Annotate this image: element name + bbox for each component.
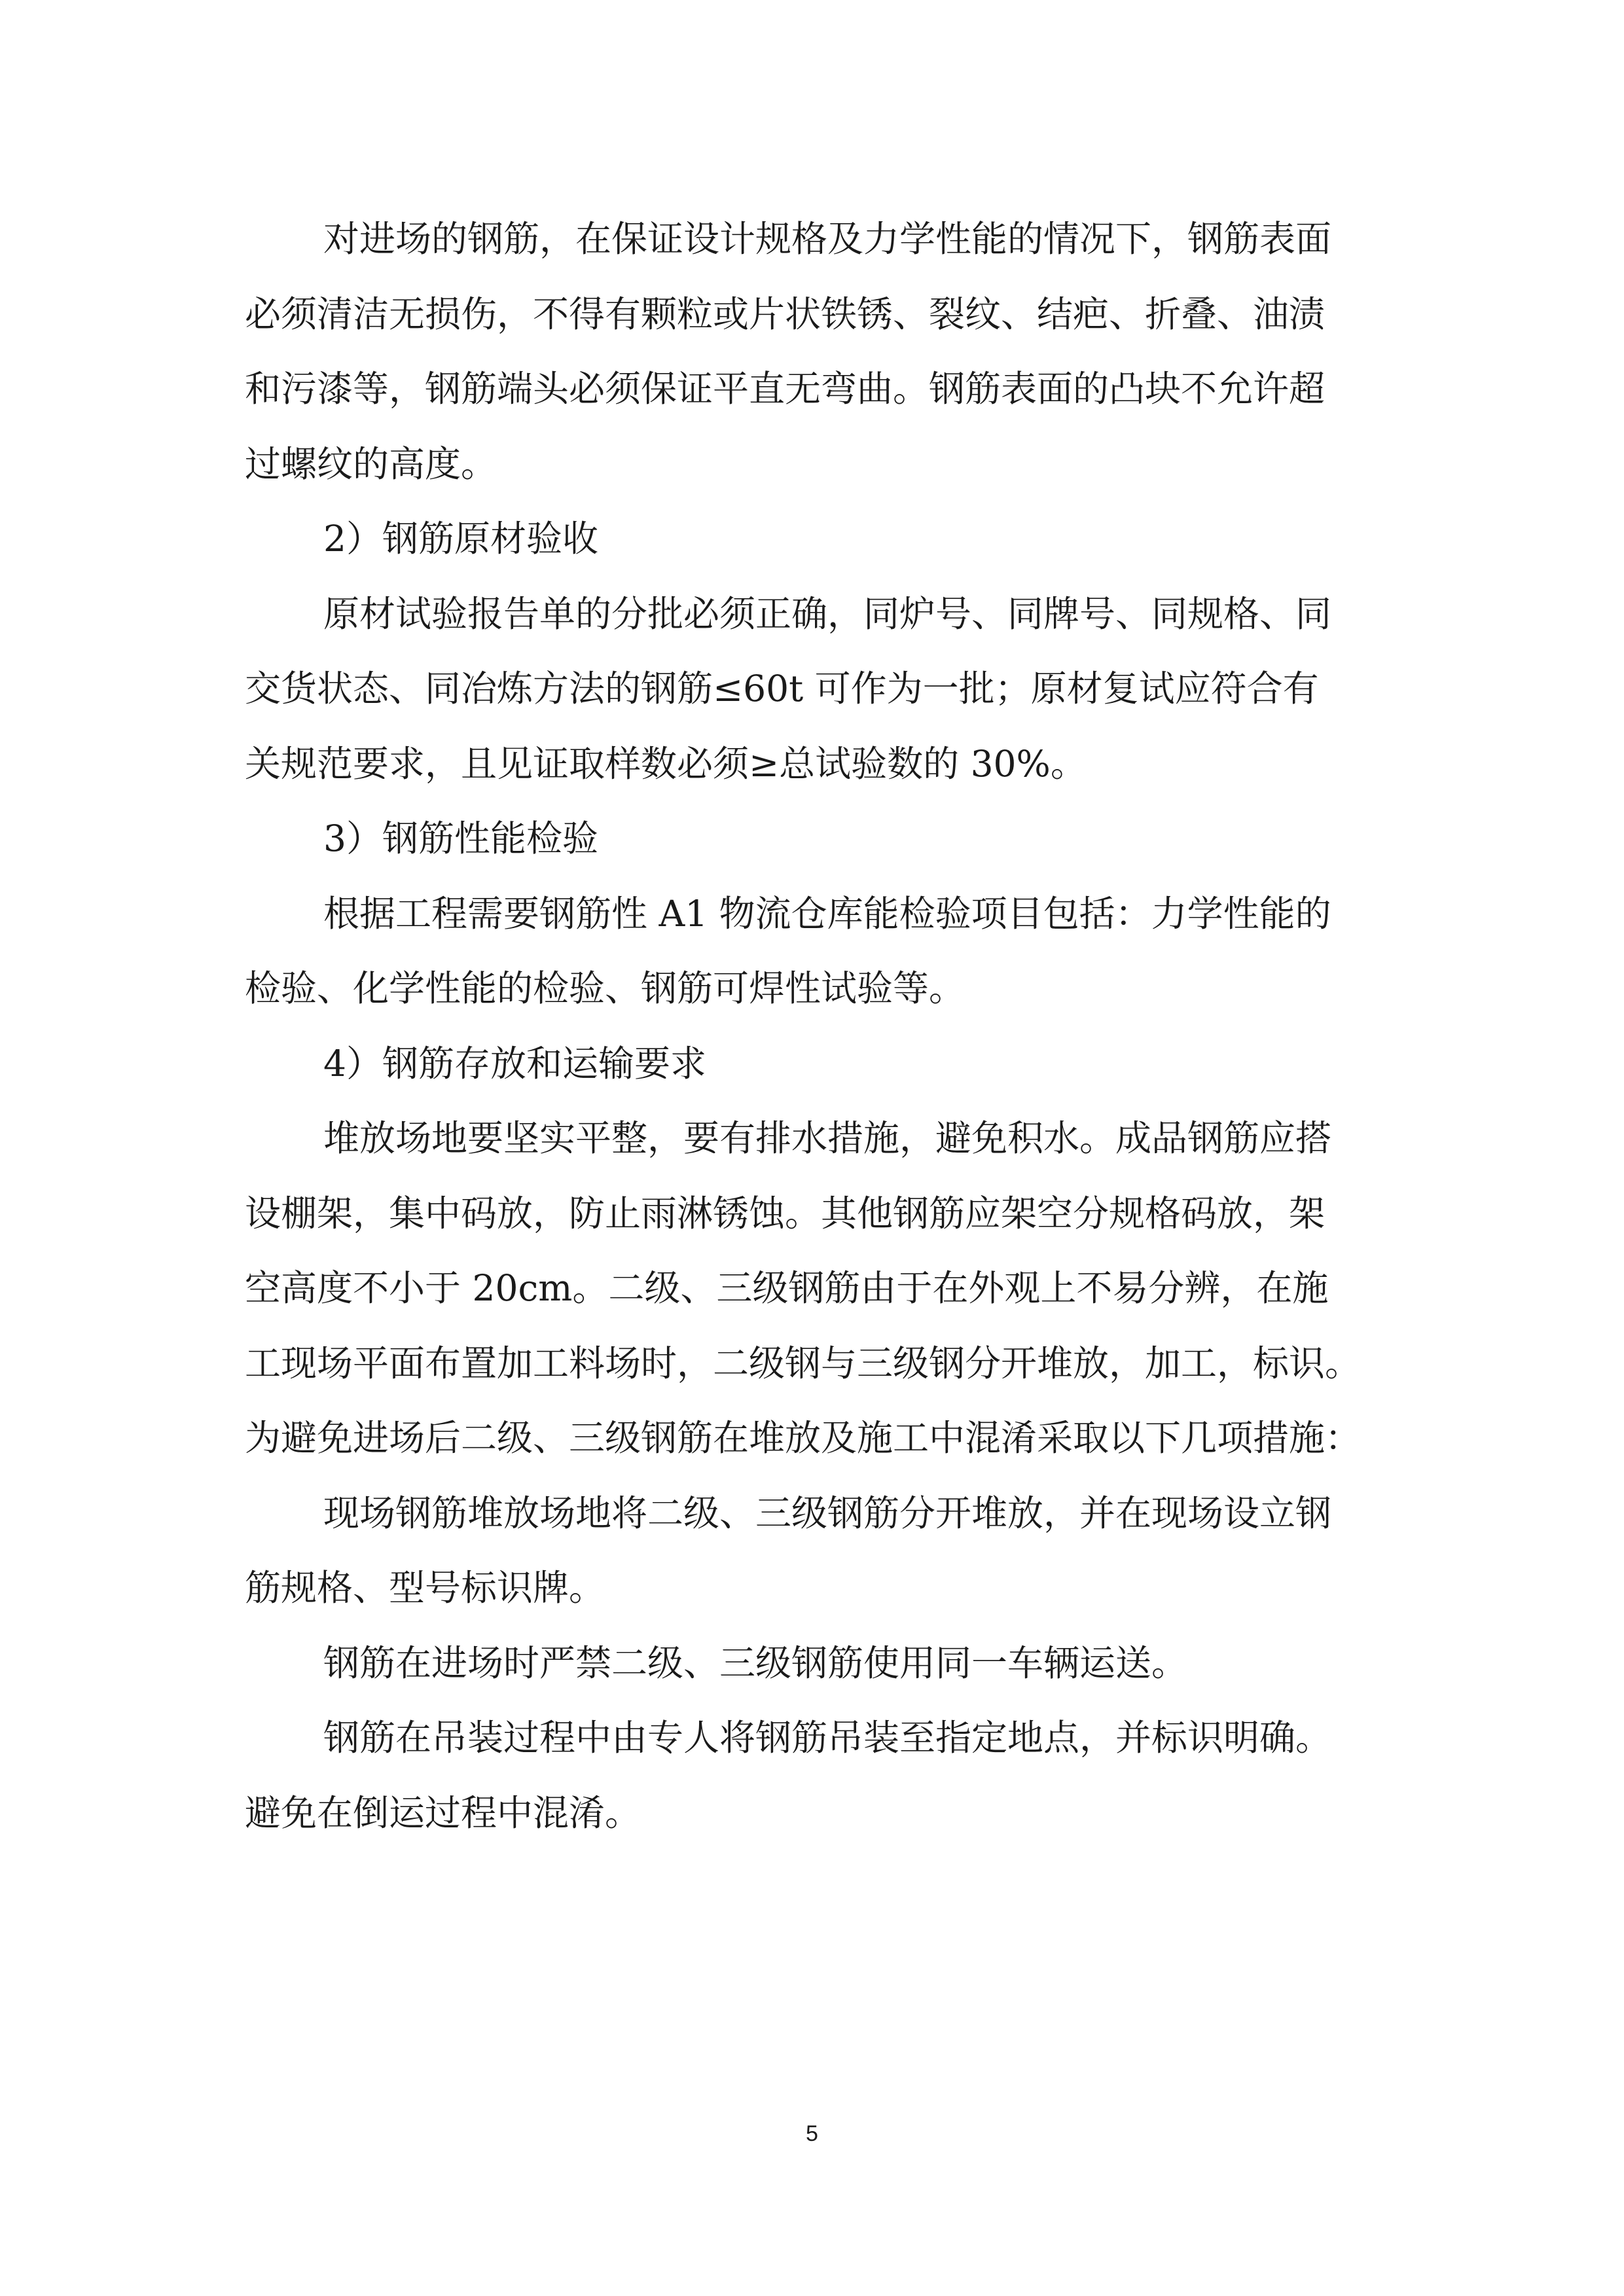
paragraph-line: 工现场平面布置加工料场时，二级钢与三级钢分开堆放，加工，标识。: [245, 1342, 1362, 1384]
section-heading: 2）钢筋原材验收: [323, 518, 598, 560]
paragraph-line: 钢筋在进场时严禁二级、三级钢筋使用同一车辆运送。: [323, 1641, 1188, 1684]
paragraph-line: 对进场的钢筋，在保证设计规格及力学性能的情况下，钢筋表面: [323, 218, 1332, 260]
paragraph-line: 交货状态、同冶炼方法的钢筋≤60t 可作为一批；原材复试应符合有: [245, 668, 1319, 709]
paragraph-line: 根据工程需要钢筋性 A1 物流仓库能检验项目包括：力学性能的: [323, 892, 1331, 935]
paragraph-line: 为避免进场后二级、三级钢筋在堆放及施工中混淆采取以下几项措施：: [245, 1417, 1362, 1459]
paragraph-line: 钢筋在吊装过程中由专人将钢筋吊装至指定地点，并标识明确。: [323, 1717, 1332, 1759]
page-number: 5: [806, 2121, 818, 2146]
paragraph-line: 关规范要求，且见证取样数必须≥总试验数的 30%。: [245, 742, 1087, 785]
section-heading: 3）钢筋性能检验: [323, 817, 598, 859]
paragraph-line: 检验、化学性能的检验、钢筋可焊性试验等。: [245, 967, 965, 1009]
paragraph-line: 原材试验报告单的分批必须正确，同炉号、同牌号、同规格、同: [323, 592, 1332, 635]
paragraph-line: 过螺纹的高度。: [245, 442, 497, 485]
body-text: [245, 202, 1397, 1850]
paragraph-line: 必须清洁无损伤，不得有颗粒或片状铁锈、裂纹、结疤、折叠、油渍: [245, 293, 1326, 335]
paragraph-line: 现场钢筋堆放场地将二级、三级钢筋分开堆放，并在现场设立钢: [323, 1492, 1332, 1534]
paragraph-line: 堆放场地要坚实平整，要有排水措施，避免积水。成品钢筋应搭: [323, 1117, 1332, 1159]
paragraph-line: 和污漆等，钢筋端头必须保证平直无弯曲。钢筋表面的凸块不允许超: [245, 368, 1326, 410]
paragraph-line: 避免在倒运过程中混淆。: [245, 1791, 641, 1834]
section-heading: 4）钢筋存放和运输要求: [323, 1042, 706, 1085]
paragraph-line: 空高度不小于 20cm。二级、三级钢筋由于在外观上不易分辨，在施: [245, 1267, 1329, 1309]
paragraph-line: 设棚架，集中码放，防止雨淋锈蚀。其他钢筋应架空分规格码放，架: [245, 1192, 1326, 1234]
paragraph-line: 筋规格、型号标识牌。: [245, 1567, 605, 1609]
